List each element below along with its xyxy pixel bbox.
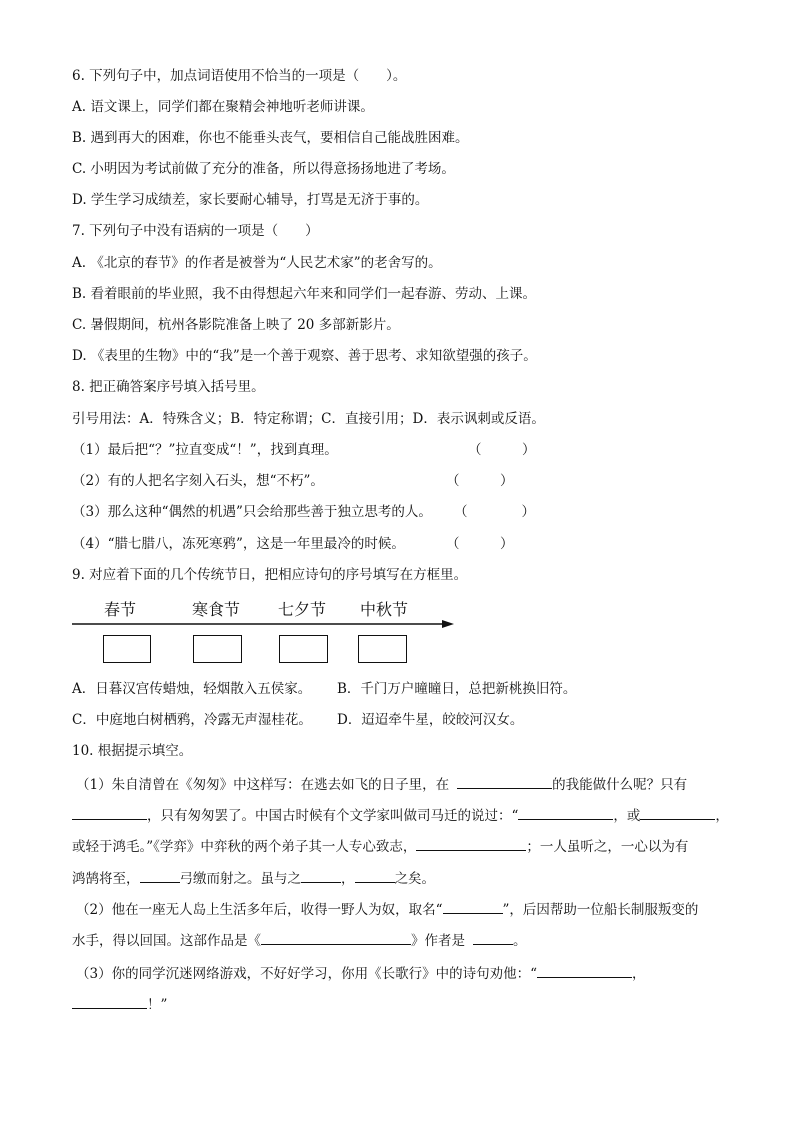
text-run: 。	[513, 933, 527, 949]
fill-blank[interactable]	[72, 805, 147, 820]
q7-option-d: D. 《表里的生物》中的“我”是一个善于观察、善于思考、求知欲望强的孩子。	[72, 348, 537, 364]
text-run: 水手，得以回国。这部作品是《	[72, 933, 261, 949]
q10-part1-line4	[72, 868, 732, 889]
text-run: ，只有匆匆罢了。中国古时候有个文学家叫做司马迁的说过：“	[147, 808, 519, 824]
text-run: ，或	[613, 808, 641, 824]
text-run: 弓缴而射之。虽与之	[179, 871, 301, 887]
fill-blank[interactable]	[537, 963, 632, 978]
q8-item-4-answer[interactable]: （ ）	[446, 536, 514, 552]
q7-stem: 7. 下列句子中没有语病的一项是（ ）	[72, 223, 319, 239]
answer-box-hanshi[interactable]	[193, 635, 242, 663]
q10-part3-line1	[76, 963, 736, 984]
q6-option-c: C. 小明因为考试前做了充分的准备，所以得意扬扬地进了考场。	[72, 161, 455, 177]
text-run: （2）他在一座无人岛上生活多年后，收得一野人为奴，取名“	[76, 902, 443, 918]
text-run: ；一人虽听之，一心以为有	[526, 839, 689, 855]
text-run: ，	[715, 808, 729, 824]
fill-blank[interactable]	[72, 994, 147, 1009]
text-run: 或轻于鸿毛。”《学弈》中弈秋的两个弟子其一人专心致志，	[72, 839, 417, 855]
fill-blank[interactable]	[473, 930, 513, 945]
q8-item-3	[72, 502, 732, 522]
fill-blank[interactable]	[301, 868, 341, 883]
fill-blank[interactable]	[640, 805, 715, 820]
fill-blank[interactable]	[355, 868, 395, 883]
q8-item-3-answer[interactable]: （ ）	[454, 504, 535, 520]
q8-item-text: （1）最后把“？”拉直变成“！”，找到真理。	[72, 442, 338, 458]
answer-box-midautumn[interactable]	[358, 635, 407, 663]
q10-part1-line2	[72, 805, 732, 826]
q8-usage: 引号用法：A．特殊含义；B．特定称谓；C．直接引用；D．表示讽刺或反语。	[72, 411, 545, 427]
q9-option-c: C．中庭地白树栖鸦，冷露无声湿桂花。	[72, 712, 312, 728]
text-run: 》作者是	[411, 933, 465, 949]
q9-option-b: B．千门万户曈曈日，总把新桃换旧符。	[337, 681, 577, 697]
festival-hanshi: 寒食节	[192, 600, 241, 619]
text-run: 之矣。	[394, 871, 435, 887]
festival-spring: 春节	[104, 600, 137, 619]
q9-option-d: D．迢迢牵牛星，皎皎河汉女。	[337, 712, 524, 728]
q9-stem: 9. 对应着下面的几个传统节日，把相应诗句的序号填写在方框里。	[72, 567, 468, 583]
text-run: （3）你的同学沉迷网络游戏，不好好学习，你用《长歌行》中的诗句劝他：“	[76, 966, 537, 982]
q10-stem: 10. 根据提示填空。	[72, 743, 193, 759]
text-run: （1）朱自清曾在《匆匆》中这样写：在逃去如飞的日子里，在	[76, 777, 450, 793]
q8-item-text: （2）有的人把名字刻入石头，想“不朽”。	[72, 473, 324, 489]
q8-item-4	[72, 534, 732, 554]
text-run: 鸿鹄将至，	[72, 871, 140, 887]
q8-item-2	[72, 471, 732, 491]
text-run: ，	[341, 871, 355, 887]
q10-part3-line2	[72, 994, 732, 1015]
q9-option-a: A．日暮汉宫传蜡烛，轻烟散入五侯家。	[72, 681, 312, 697]
fill-blank[interactable]	[443, 899, 503, 914]
text-run: ”，后因帮助一位船长制服叛变的	[502, 902, 699, 918]
text-run: ，	[632, 966, 646, 982]
fill-blank[interactable]	[261, 930, 411, 945]
timeline-arrow	[70, 617, 462, 631]
q7-option-b: B. 看着眼前的毕业照，我不由得想起六年来和同学们一起春游、劳动、上课。	[72, 286, 537, 302]
q10-part1-line1	[76, 774, 736, 795]
q7-option-a: A. 《北京的春节》的作者是被誉为“人民艺术家”的老舍写的。	[72, 255, 442, 271]
text-run: 的我能做什么呢？只有	[552, 777, 688, 793]
q8-item-text: （3）那么这种“偶然的机遇”只会给那些善于独立思考的人。	[72, 504, 432, 520]
q8-item-2-answer[interactable]: （ ）	[446, 473, 514, 489]
q6-option-b: B. 遇到再大的困难，你也不能垂头丧气，要相信自己能战胜困难。	[72, 130, 469, 146]
q6-option-a: A. 语文课上，同学们都在聚精会神地听老师讲课。	[72, 99, 374, 115]
fill-blank[interactable]	[457, 774, 552, 789]
q10-part2-line1	[76, 899, 736, 920]
festival-midautumn: 中秋节	[360, 600, 409, 619]
q8-stem: 8. 把正确答案序号填入括号里。	[72, 379, 265, 395]
festival-qixi: 七夕节	[278, 600, 327, 619]
answer-box-qixi[interactable]	[279, 635, 328, 663]
q6-stem: 6. 下列句子中，加点词语使用不恰当的一项是（ ）。	[72, 68, 407, 84]
q8-item-1-answer[interactable]: （ ）	[468, 442, 536, 458]
q7-option-c: C. 暑假期间，杭州各影院准备上映了 20 多部新影片。	[72, 317, 400, 333]
q8-item-1	[72, 440, 732, 460]
fill-blank[interactable]	[416, 836, 526, 851]
fill-blank[interactable]	[140, 868, 180, 883]
text-run: ！”	[147, 997, 168, 1013]
q10-part1-line3	[72, 836, 732, 857]
q6-option-d: D. 学生学习成绩差，家长要耐心辅导，打骂是无济于事的。	[72, 192, 429, 208]
fill-blank[interactable]	[518, 805, 613, 820]
answer-box-spring[interactable]	[103, 635, 151, 663]
q8-item-text: （4）“腊七腊八，冻死寒鸦”，这是一年里最冷的时候。	[72, 536, 405, 552]
q10-part2-line2	[72, 930, 732, 951]
